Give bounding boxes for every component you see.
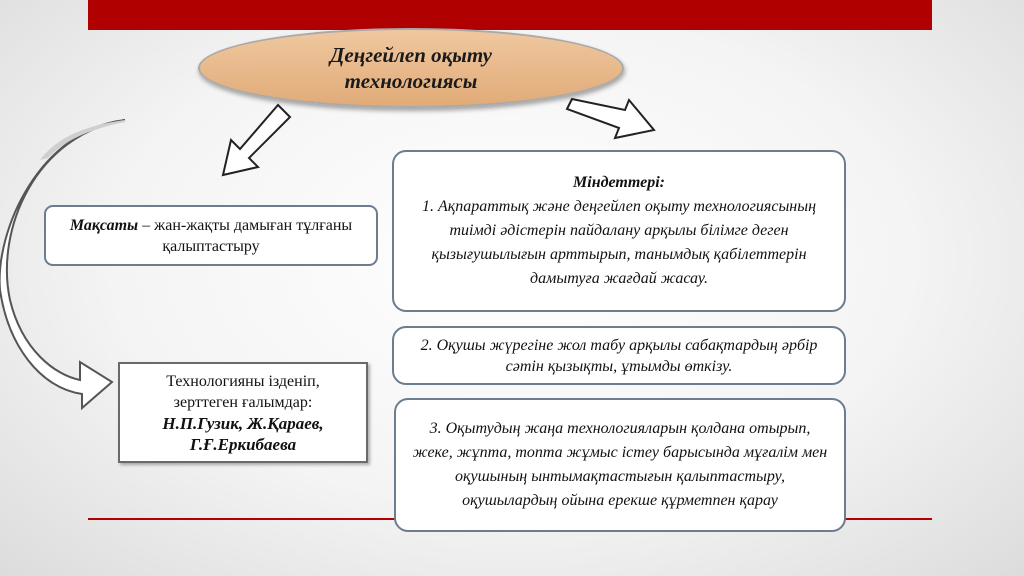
scientists-heading: Технологияны ізденіп, зерттеген ғалымдар: — [166, 372, 320, 411]
scientists-names — [162, 413, 323, 455]
goal-box — [44, 205, 378, 266]
goal-text — [58, 215, 364, 257]
task-item-3-box — [394, 398, 846, 532]
title-ellipse — [198, 28, 624, 108]
goal-description: – жан-жақты дамыған тұлғаны қалыптастыру — [138, 216, 353, 255]
title-text — [281, 42, 541, 94]
outline-arrow-down-left-icon — [223, 105, 290, 175]
tasks-box — [392, 150, 846, 312]
scientists-names-line1: Н.П.Гузик, Ж.Қараев, — [162, 413, 324, 433]
tasks-heading: Міндеттері: — [573, 174, 665, 191]
title-line2: технологиясы — [344, 69, 478, 93]
task-item-2-box — [392, 326, 846, 385]
task-item-2: 2. Оқушы жүрегіне жол табу арқылы сабақтардың әрбір сәтін қызықты, ұтымды өткізу. — [420, 336, 818, 375]
title-line1: Деңгейлеп оқыту — [330, 43, 492, 67]
scientists-box — [118, 362, 368, 463]
outline-arrow-down-right-icon — [567, 99, 654, 138]
task-item-1: 1. Ақпараттық және деңгейлеп оқыту технологиясының тиімді әдістерін пайдалану арқылы білімге деген қызығушылығын арттырып, танымдық қабілеттерін дамытуға жағдай жасау. — [421, 198, 817, 287]
task-item-3: 3. Оқытудың жаңа технологияларын қолдана отырып, жеке, жұпта, топта жұмыс істеу барысында мұғалім мен оқушының ынтымақтастығын қалыптастыру, оқушылардың ойына ерекше құрметпен қарау — [412, 420, 828, 509]
goal-label: Мақсаты — [69, 216, 139, 234]
scientists-names-line2: Г.Ғ.Еркибаева — [189, 434, 297, 454]
